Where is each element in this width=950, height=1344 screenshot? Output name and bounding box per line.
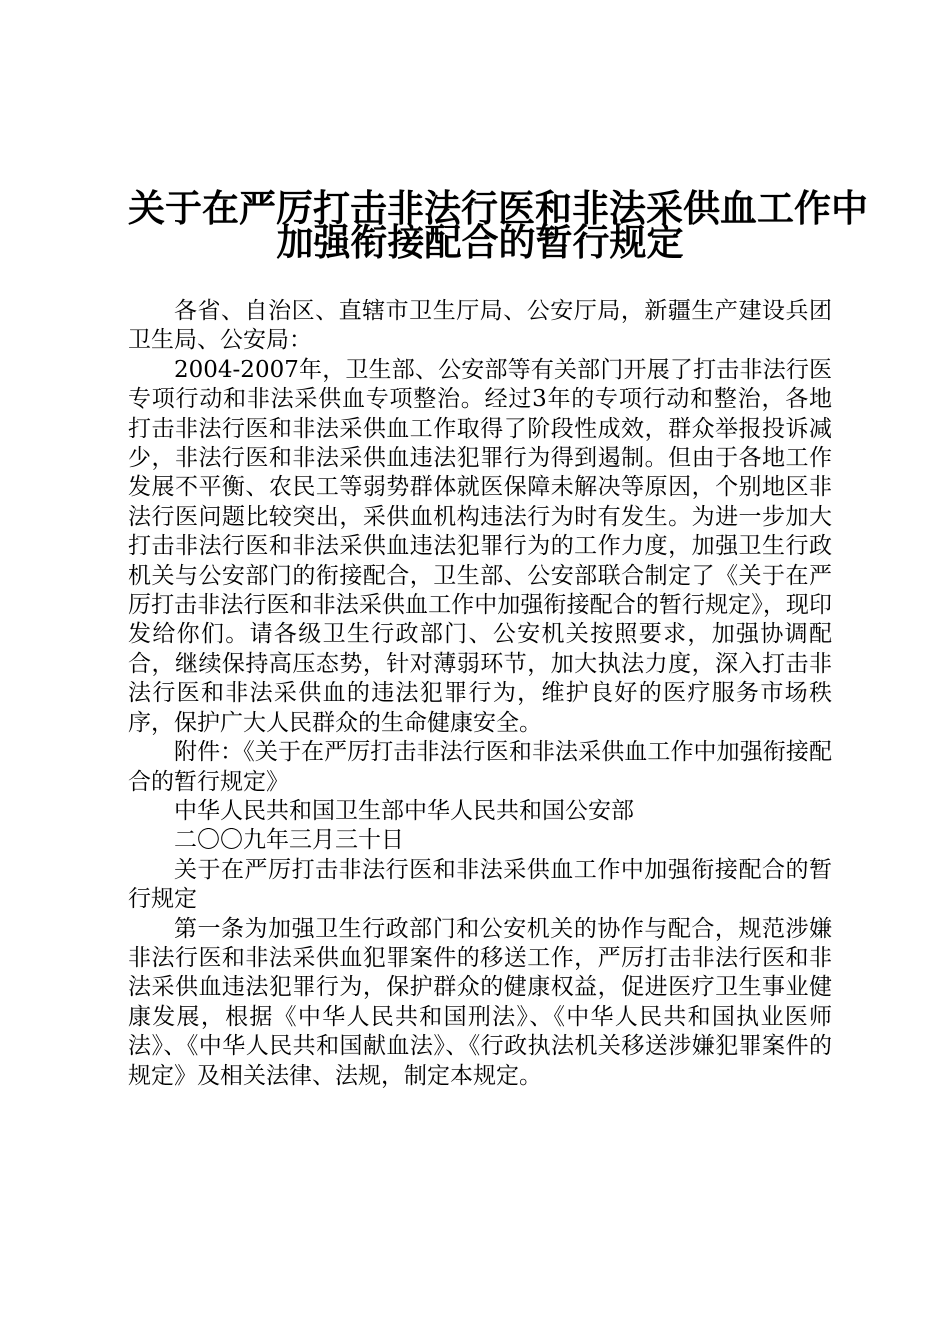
article-one-paragraph: 第一条为加强卫生行政部门和公安机关的协作与配合，规范涉嫌非法行医和非法采供血犯罪案件的移送工作，严厉打击非法行医和非法采供血违法犯罪行为，保护群众的健康权益，促进医疗卫生事业健康发展，根据《中华人民共和国刑法》、《中华人民共和国执业医师法》、《中华人民共和国献血法》、《行政执法机关移送涉嫌犯罪案件的规定》及相关法律、法规，制定本规定。 [128,915,832,1089]
document-title-line-1: 关于在严厉打击非法行医和非法采供血工作中 [128,187,868,230]
regulation-title-paragraph: 关于在严厉打击非法行医和非法采供血工作中加强衔接配合的暂行规定 [128,856,832,913]
document-title-line-2: 加强衔接配合的暂行规定 [276,221,684,264]
document-body [128,297,832,1091]
date-paragraph: 二〇〇九年三月三十日 [174,827,404,854]
salutation-paragraph: 各省、自治区、直辖市卫生厅局、公安厅局，新疆生产建设兵团卫生局、公安局： [128,298,832,354]
attachment-paragraph: 附件：《关于在严厉打击非法行医和非法采供血工作中加强衔接配合的暂行规定》 [128,739,832,795]
notice-paragraph: 2004-2007年，卫生部、公安部等有关部门开展了打击非法行医专项行动和非法采供血专项整治。经过3年的专项行动和整治，各地打击非法行医和非法采供血工作取得了阶段性成效，群众举报投诉减少，非法行医和非法采供血违法犯罪行为得到遏制。但由于各地工作发展不平衡、农民工等弱势群体就医保障未解决等原因，个别地区非法行医问题比较突出，采供血机构违法行为时有发生。为进一步加大打击非法行医和非法采供血违法犯罪行为的工作力度，加强卫生行政机关与公安部门的衔接配合，卫生部、公安部联合制定了《关于在严厉打击非法行医和非法采供血工作中加强衔接配合的暂行规定》，现印发给你们。请各级卫生行政部门、公安机关按照要求，加强协调配合，继续保持高压态势，针对薄弱环节，加大执法力度，深入打击非法行医和非法采供血的违法犯罪行为，维护良好的医疗服务市场秩序，保护广大人民群众的生命健康安全。 [128,356,832,736]
issuer-paragraph: 中华人民共和国卫生部中华人民共和国公安部 [174,797,634,824]
